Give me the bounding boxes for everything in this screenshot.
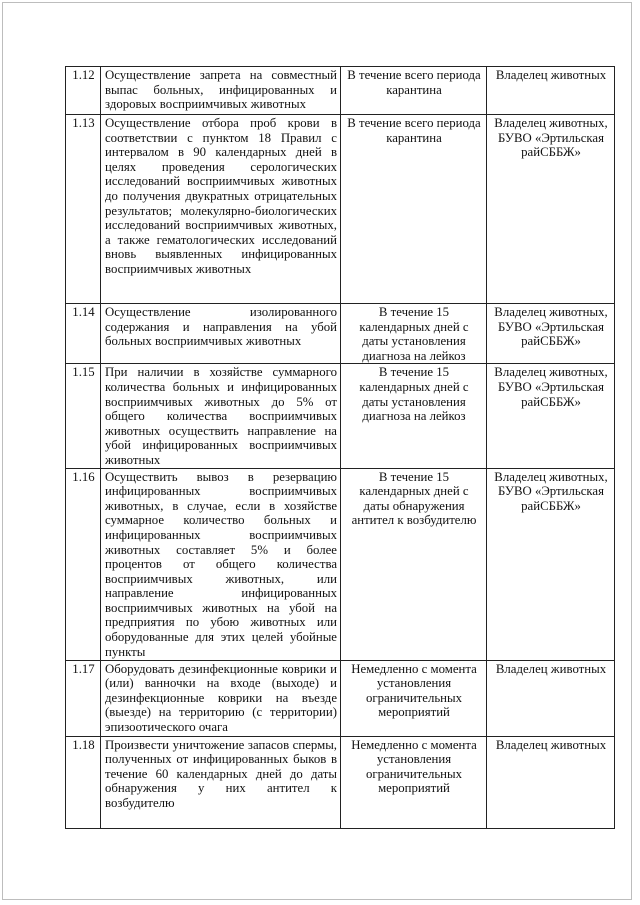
responsible-text: Владелец животных, БУВО «Эртильская райСББЖ» [487, 115, 615, 304]
measure-text: Осуществить вывоз в резервацию инфицированных восприимчивых животных, в случае, если в хозяйстве суммарное количество больных и инфицированных восприимчивых животных составляет 5% и более процентов от общего количества восприимчивых животных, или направление инфицированных восприимчивых животных на убой на предприятия по убою животных или оборудованные для этих целей убойные пункты [101, 468, 341, 660]
table-row [66, 660, 615, 736]
measure-text: При наличии в хозяйстве суммарного количества больных и инфицированных восприимчивых животных до 5% от общего количества восприимчивых животных осуществить направление на убой инфицированных восприимчивых животных [101, 364, 341, 468]
row-number: 1.13 [66, 115, 101, 304]
table-row [66, 364, 615, 468]
row-number: 1.15 [66, 364, 101, 468]
responsible-text: Владелец животных [487, 67, 615, 115]
responsible-text: Владелец животных [487, 660, 615, 736]
table-row [66, 736, 615, 828]
measure-text: Осуществление отбора проб крови в соответствии с пунктом 18 Правил с интервалом в 90 календарных дней в целях проведения серологических исследований восприимчивых животных до получения двукратных отрицательных результатов; молекулярно-биологических исследований восприимчивых животных, а также гематологических исследований вновь выявленных инфицированных восприимчивых животных [101, 115, 341, 304]
measure-text: Произвести уничтожение запасов спермы, полученных от инфицированных быков в течение 60 календарных дней до даты обнаружения у них антител к возбудителю [101, 736, 341, 828]
table-row [66, 67, 615, 115]
deadline-text: В течение всего периода карантина [341, 115, 487, 304]
measure-text: Осуществление запрета на совместный выпас больных, инфицированных и здоровых восприимчивых животных [101, 67, 341, 115]
measure-text: Оборудовать дезинфекционные коврики и (или) ванночки на входе (выходе) и дезинфекционные коврики на въезде (выезде) на территорию (с территории) эпизоотического очага [101, 660, 341, 736]
responsible-text: Владелец животных, БУВО «Эртильская райСББЖ» [487, 364, 615, 468]
table-row [66, 468, 615, 660]
deadline-text: В течение 15 календарных дней с даты установления диагноза на лейкоз [341, 304, 487, 364]
responsible-text: Владелец животных, БУВО «Эртильская райСББЖ» [487, 304, 615, 364]
table-row [66, 304, 615, 364]
responsible-text: Владелец животных, БУВО «Эртильская райСББЖ» [487, 468, 615, 660]
deadline-text: В течение 15 календарных дней с даты обнаружения антител к возбудителю [341, 468, 487, 660]
deadline-text: В течение всего периода карантина [341, 67, 487, 115]
deadline-text: Немедленно с момента установления ограничительных мероприятий [341, 736, 487, 828]
row-number: 1.14 [66, 304, 101, 364]
row-number: 1.16 [66, 468, 101, 660]
measures-table [65, 66, 615, 829]
measure-text: Осуществление изолированного содержания и направления на убой больных восприимчивых животных [101, 304, 341, 364]
row-number: 1.17 [66, 660, 101, 736]
deadline-text: В течение 15 календарных дней с даты установления диагноза на лейкоз [341, 364, 487, 468]
row-number: 1.12 [66, 67, 101, 115]
row-number: 1.18 [66, 736, 101, 828]
deadline-text: Немедленно с момента установления ограничительных мероприятий [341, 660, 487, 736]
responsible-text: Владелец животных [487, 736, 615, 828]
table-row [66, 115, 615, 304]
